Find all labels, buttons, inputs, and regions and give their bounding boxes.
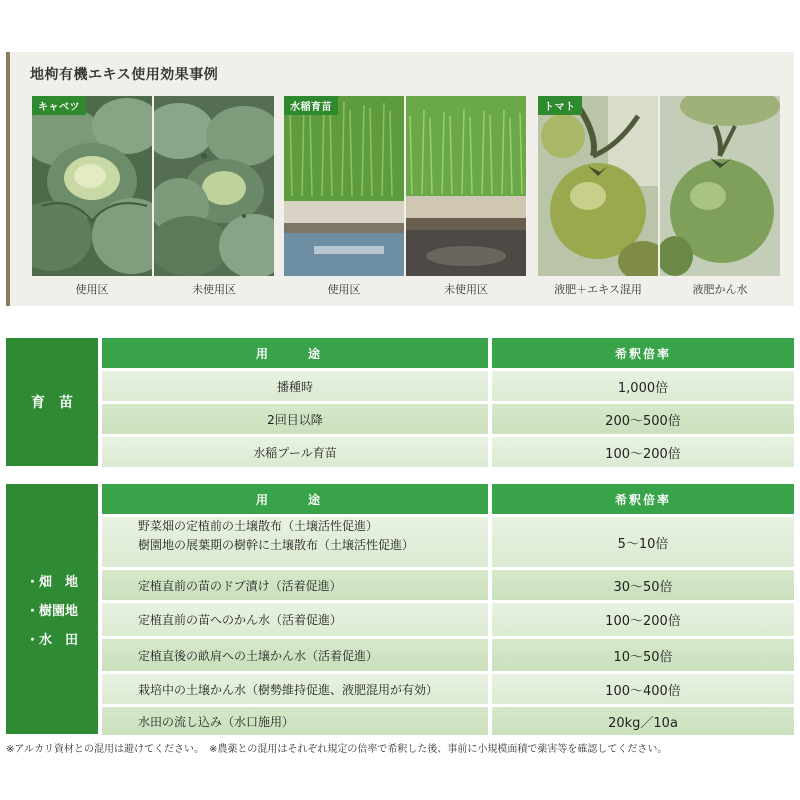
- category-seedling: 育 苗: [6, 338, 98, 466]
- table1-use-cell: 水稲プール育苗: [102, 437, 488, 467]
- tomato-image: [660, 96, 780, 276]
- use-line: 野菜畑の定植前の土壌散布（土壌活性促進）: [138, 519, 379, 533]
- table2-ratio-cell: 100～200倍: [492, 603, 794, 636]
- table1-header-use: 用 途: [102, 338, 488, 368]
- table1-ratio-cell: 200～500倍: [492, 404, 794, 434]
- footnote: ※アルカリ資材との混用は避けてください。 ※農薬との混用はそれぞれ規定の倍率で希釈した後、事前に小規模面積で薬害等を確認してください。: [6, 744, 668, 755]
- photo-tag: キャベツ: [32, 96, 86, 115]
- table2-use-cell: 定植直後の畝肩への土壌かん水（活着促進）: [102, 639, 488, 671]
- category-line: ・樹園地: [25, 603, 78, 619]
- table2-header-ratio: 希釈倍率: [492, 484, 794, 514]
- photo-tag: トマト: [538, 96, 582, 115]
- category-line: ・水 田: [25, 632, 78, 648]
- table1-header-ratio: 希釈倍率: [492, 338, 794, 368]
- rice-seedling-image: [284, 96, 404, 276]
- rice-seedling-image: [406, 96, 526, 276]
- table2-ratio-cell: 5～10倍: [492, 517, 794, 567]
- table1-ratio-cell: 1,000倍: [492, 371, 794, 401]
- photo-caption: 未使用区: [444, 283, 488, 296]
- table2-ratio-cell: 30～50倍: [492, 570, 794, 600]
- table2-ratio-cell: 10～50倍: [492, 639, 794, 671]
- photo-caption: 使用区: [327, 283, 361, 296]
- category-line: ・畑 地: [25, 574, 78, 590]
- photo-caption: 液肥＋エキス混用: [554, 283, 642, 296]
- photo-rice-unused: [406, 96, 526, 276]
- table2-use-cell: 水田の流し込み（水口施用）: [102, 707, 488, 735]
- photo-cabbage-used: [32, 96, 152, 276]
- photo-rice-used: [284, 96, 404, 276]
- cabbage-image: [154, 96, 274, 276]
- table2-use-cell: 栽培中の土壌かん水（樹勢維持促進、液肥混用が有効）: [102, 674, 488, 704]
- cabbage-image: [32, 96, 152, 276]
- panel-title: 地枸有機エキス使用効果事例: [30, 67, 219, 83]
- category-field: [6, 484, 98, 734]
- table2-use-cell: 定植直前の苗のドブ漬け（活着促進）: [102, 570, 488, 600]
- photo-tomato-used: [538, 96, 658, 276]
- table2-use-cell: [102, 517, 488, 567]
- table2-use-cell: 定植直前の苗へのかん水（活着促進）: [102, 603, 488, 636]
- photo-caption: 未使用区: [192, 283, 236, 296]
- table2-header-use: 用 途: [102, 484, 488, 514]
- use-line: 樹園地の展葉期の樹幹に土壌散布（土壌活性促進）: [138, 538, 415, 552]
- photo-caption: 液肥かん水: [692, 283, 748, 296]
- table1-use-cell: 播種時: [102, 371, 488, 401]
- table2-ratio-cell: 100～400倍: [492, 674, 794, 704]
- table1-use-cell: 2回目以降: [102, 404, 488, 434]
- photo-caption: 使用区: [75, 283, 109, 296]
- table1-ratio-cell: 100～200倍: [492, 437, 794, 467]
- photo-cabbage-unused: [154, 96, 274, 276]
- photo-tag: 水稲育苗: [284, 96, 338, 115]
- photo-tomato-unused: [660, 96, 780, 276]
- tomato-image: [538, 96, 658, 276]
- photo-panel: [6, 52, 794, 306]
- table2-ratio-cell: 20kg／10a: [492, 707, 794, 735]
